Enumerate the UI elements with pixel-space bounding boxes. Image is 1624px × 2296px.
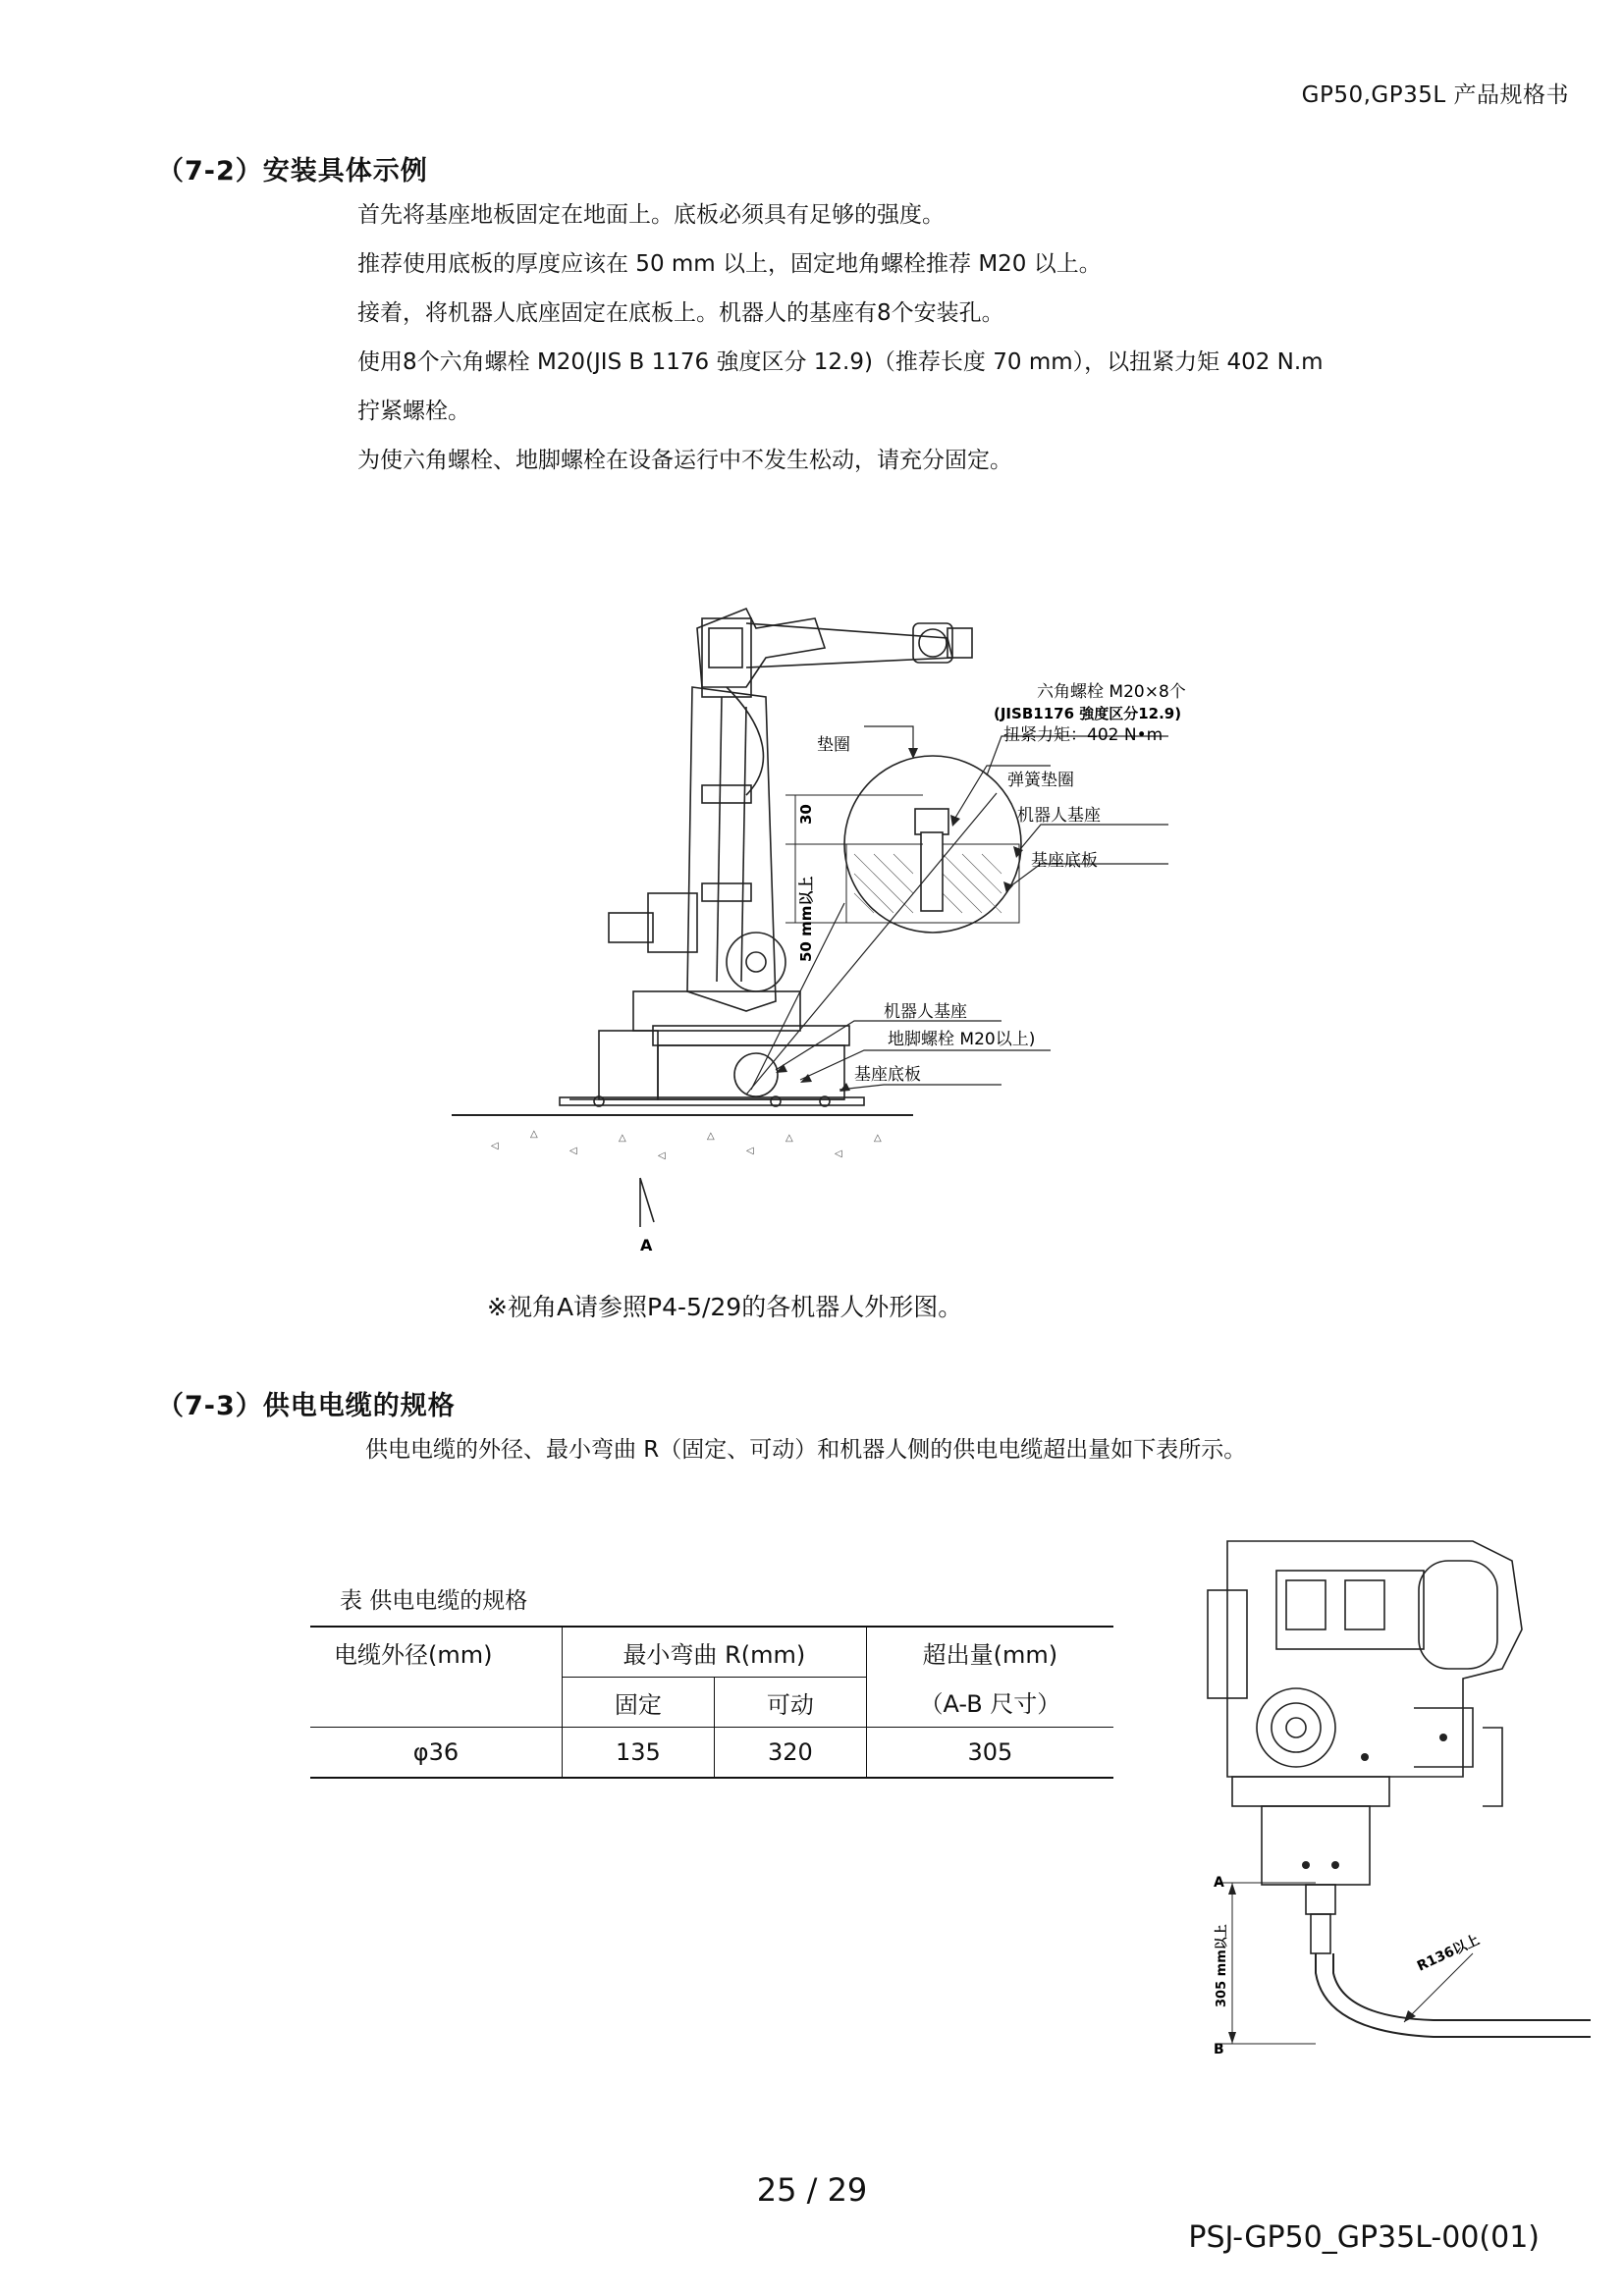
section-7-2-body	[357, 190, 1324, 485]
svg-text:◁: ◁	[569, 1146, 577, 1156]
robot-base-top-label: 机器人基座	[1017, 806, 1101, 826]
header-min-bend-radius: 最小弯曲 R(mm)	[562, 1627, 866, 1678]
section-7-3-intro: 供电电缆的外径、最小弯曲 R（固定、可动）和机器人侧的供电电缆超出量如下表所示。	[365, 1437, 1247, 1463]
dim-305-label: 305 mm以上	[1215, 1924, 1229, 2007]
paragraph: 为使六角螺栓、地脚螺栓在设备运行中不发生松动，请充分固定。	[357, 448, 1012, 473]
header-cable-diameter: 电缆外径(mm)	[310, 1627, 562, 1678]
washer-label: 垫圈	[817, 735, 850, 755]
bolt-standard-label: (JISB1176 強度区分12.9)	[994, 705, 1182, 722]
base-plate-top-label: 基座底板	[1031, 851, 1098, 871]
svg-text:◁: ◁	[491, 1141, 499, 1151]
cell-diameter: φ36	[310, 1728, 562, 1779]
paragraph: 接着，将机器人底座固定在底板上。机器人的基座有8个安装孔。	[357, 300, 1004, 326]
torque-label: 扭紧力矩：402 N•m	[1003, 725, 1164, 745]
svg-text:△: △	[619, 1133, 626, 1144]
header-movable: 可动	[714, 1678, 866, 1728]
header-fixed: 固定	[562, 1678, 714, 1728]
section-7-3-heading: （7-3）供电电缆的规格	[157, 1391, 456, 1421]
anchor-bolt-label: 地脚螺栓 M20以上)	[888, 1030, 1036, 1049]
robot-base-label: 机器人基座	[884, 1002, 967, 1022]
dim-50-label: 50 mm以上	[797, 876, 815, 962]
svg-text:△: △	[785, 1133, 793, 1144]
svg-text:◁: ◁	[746, 1146, 754, 1156]
paragraph: 拧紧螺栓。	[357, 399, 470, 424]
dim-30-label: 30	[797, 804, 815, 825]
cell-protrusion: 305	[866, 1728, 1113, 1779]
point-a-label: A	[1214, 1875, 1224, 1891]
page-number: 25 / 29	[756, 2171, 868, 2209]
svg-text:◁: ◁	[658, 1150, 666, 1161]
header-protrusion: 超出量(mm)	[866, 1627, 1113, 1678]
section-7-2-heading: （7-2）安装具体示例	[157, 156, 428, 187]
paragraph: 首先将基座地板固定在地面上。底板必须具有足够的强度。	[357, 202, 945, 228]
point-b-label: B	[1214, 2042, 1224, 2057]
paragraph: 使用8个六角螺栓 M20(JIS B 1176 強度区分 12.9)（推荐长度 70 mm），以扭紧力矩 402 N.m	[357, 349, 1324, 375]
base-plate-label: 基座底板	[854, 1065, 921, 1085]
svg-text:◁: ◁	[835, 1148, 842, 1159]
document-id: PSJ-GP50_GP35L-00(01)	[1188, 2220, 1540, 2255]
table-caption: 表 供电电缆的规格	[340, 1588, 528, 1614]
svg-text:△: △	[874, 1133, 882, 1144]
view-a-label: A	[640, 1236, 653, 1255]
svg-text:△: △	[530, 1129, 538, 1140]
bolt-label: 六角螺栓 M20×8个	[1037, 682, 1186, 702]
radius-label: R136以上	[1414, 1932, 1483, 1975]
spring-washer-label: 弹簧垫圈	[1007, 771, 1074, 790]
svg-text:△: △	[707, 1131, 715, 1142]
header-ab-dimension: （A-B 尺寸）	[866, 1678, 1113, 1728]
cable-protrusion-diagram	[1178, 1531, 1591, 2061]
cell-fixed: 135	[562, 1728, 714, 1779]
view-a-note: ※视角A请参照P4-5/29的各机器人外形图。	[487, 1293, 963, 1321]
cell-movable: 320	[714, 1728, 866, 1779]
document-header-title: GP50,GP35L 产品规格书	[1301, 82, 1569, 108]
installation-diagram	[452, 579, 1237, 1256]
paragraph: 推荐使用底板的厚度应该在 50 mm 以上，固定地角螺栓推荐 M20 以上。	[357, 251, 1102, 277]
cable-spec-table	[310, 1626, 1113, 1779]
